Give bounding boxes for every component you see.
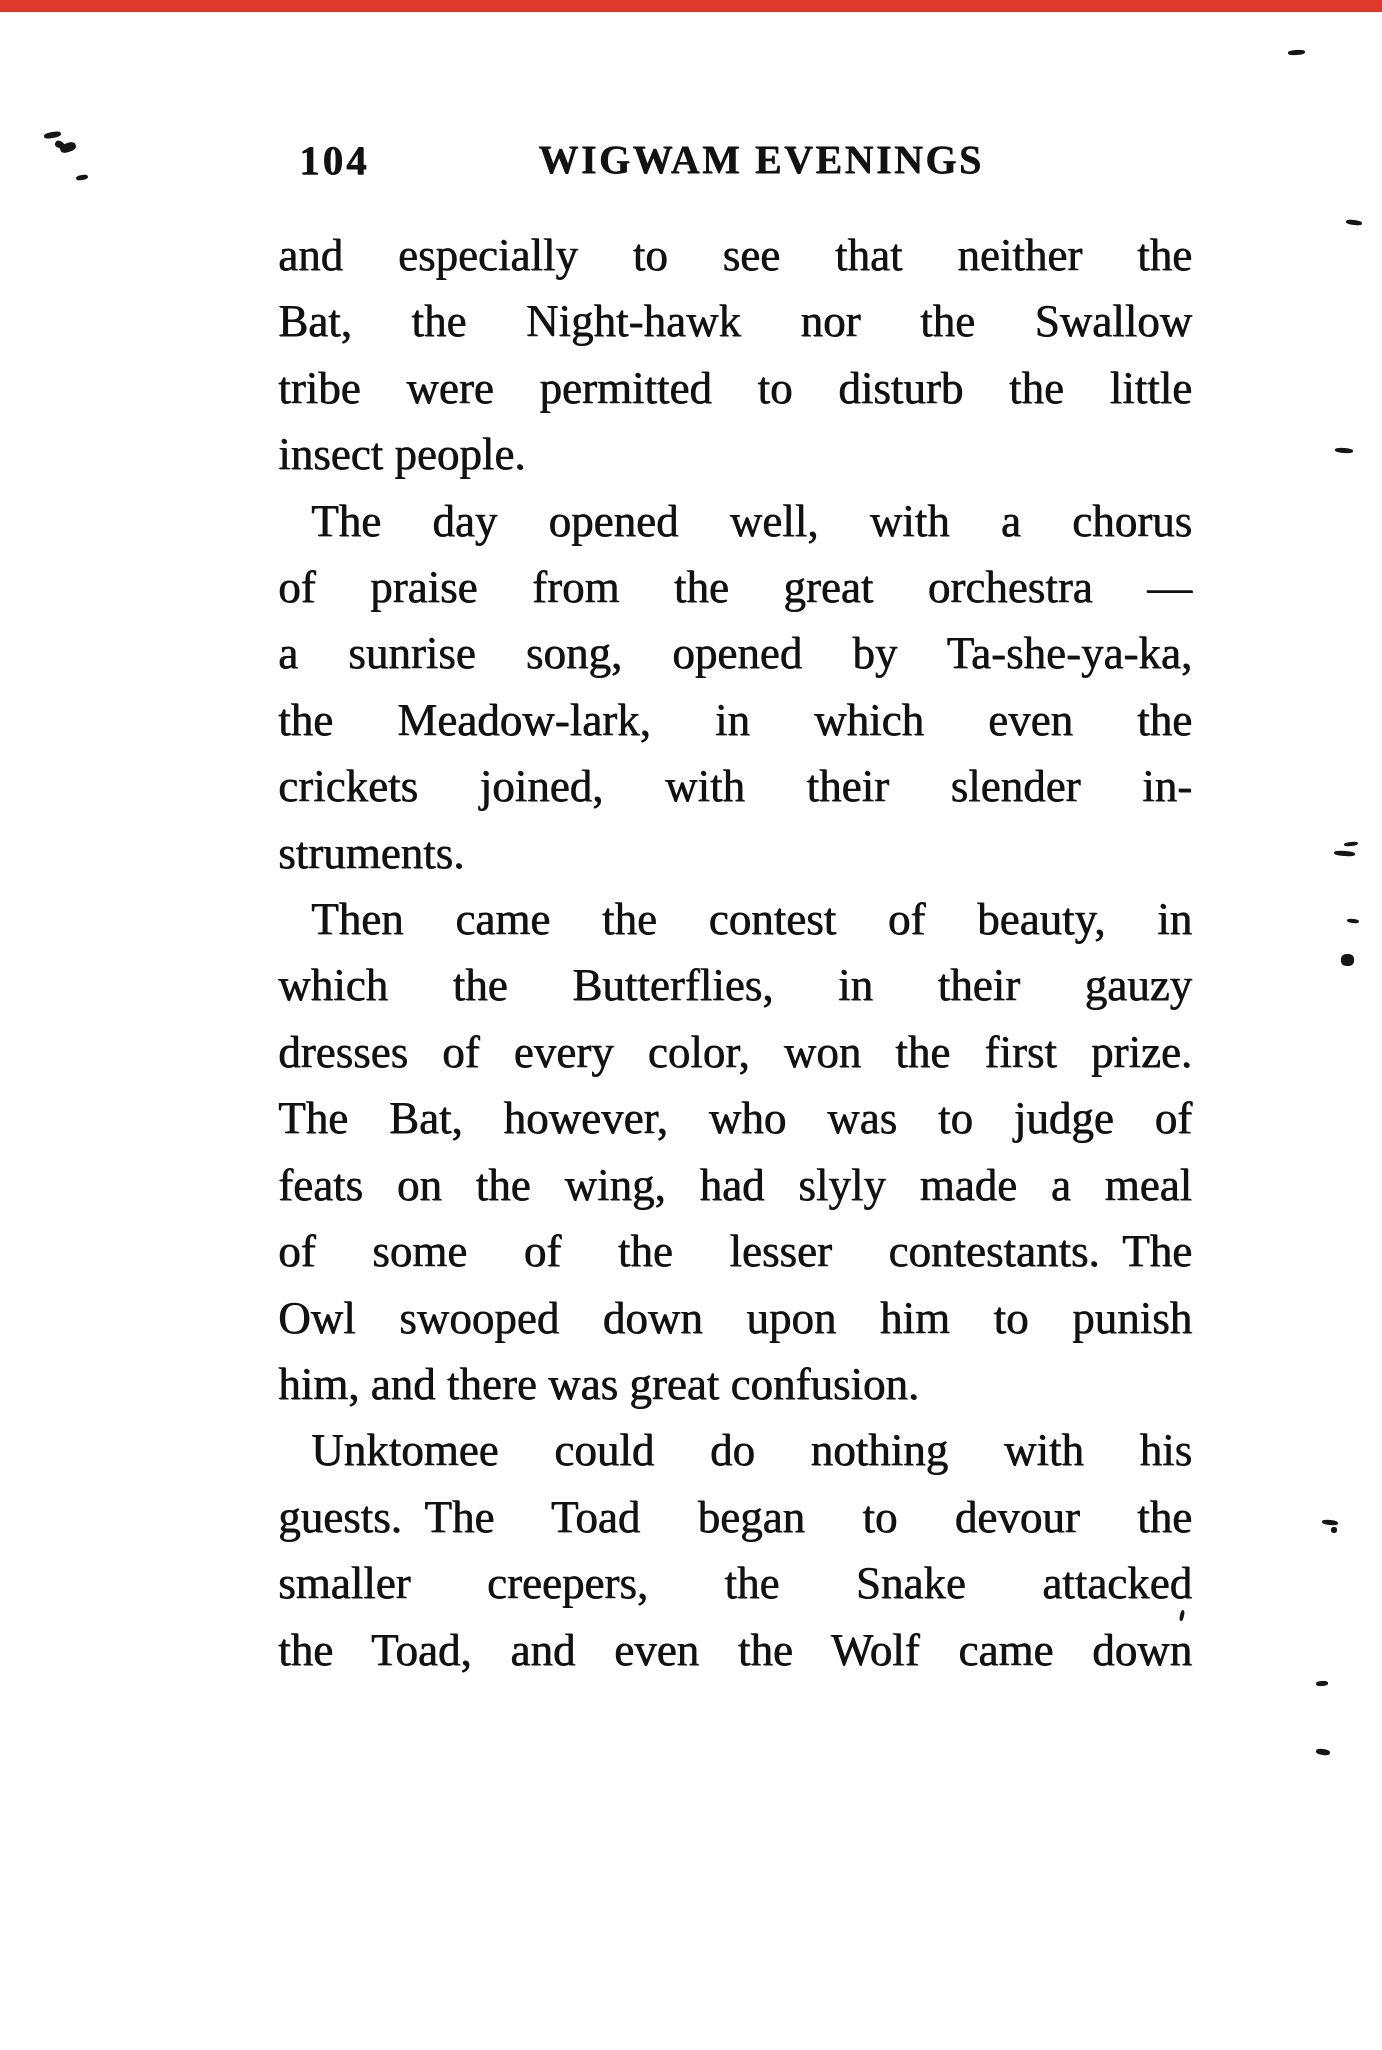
pen-mark [76,174,89,181]
text-line: the Meadow-lark, in which even the [278,694,1192,745]
pen-mark [1341,954,1354,966]
text-line: insect people. [278,429,526,480]
pen-mark [1346,219,1362,226]
text-line: smaller creepers, the Snake attacked [278,1558,1192,1609]
text-line: a sunrise song, opened by Ta-she-ya-ka, [278,628,1192,679]
text-line: tribe were permitted to disturb the little [278,362,1192,413]
pen-mark [1344,841,1358,846]
text-line: dresses of every color, won the first prize. [278,1026,1192,1077]
text-line: the Toad, and even the Wolf came down [278,1624,1192,1675]
text-line: which the Butterflies, in their gauzy [278,960,1192,1011]
text-line: of some of the lesser contestants. The [278,1226,1192,1277]
text-line: of praise from the great orchestra — [278,562,1192,613]
text-line: Owl swooped down upon him to punish [278,1292,1192,1343]
pen-mark [1316,1681,1328,1687]
text-line: The Bat, however, who was to judge of [278,1093,1192,1144]
text-line: guests. The Toad began to devour the [278,1491,1192,1542]
pen-mark [44,131,62,140]
pen-mark [1347,918,1359,923]
text-line: him, and there was great confusion. [278,1358,920,1409]
text-line: The day opened well, with a chorus [311,495,1192,546]
text-line: Bat, the Night-hawk nor the Swallow [278,296,1192,347]
text-line: and especially to see that neither the [278,230,1192,280]
pen-mark [1288,49,1305,55]
pen-mark [1331,1527,1337,1533]
text-line: Unktomee could do nothing with his [311,1425,1192,1476]
page-number: 104 [299,137,370,183]
running-title: WIGWAM EVENINGS [538,137,984,182]
text-line: struments. [278,827,465,878]
text-line: crickets joined, with their slender in- [278,761,1192,812]
pen-mark [1334,850,1355,856]
scan-edge-artifact [0,0,1382,12]
text-line: Then came the contest of beauty, in [311,894,1192,945]
pen-mark [1316,1748,1331,1756]
text-line: feats on the wing, had slyly made a meal [278,1159,1192,1210]
pen-mark [1335,447,1353,453]
pen-mark [1322,1519,1338,1526]
text-block [278,222,1192,1683]
